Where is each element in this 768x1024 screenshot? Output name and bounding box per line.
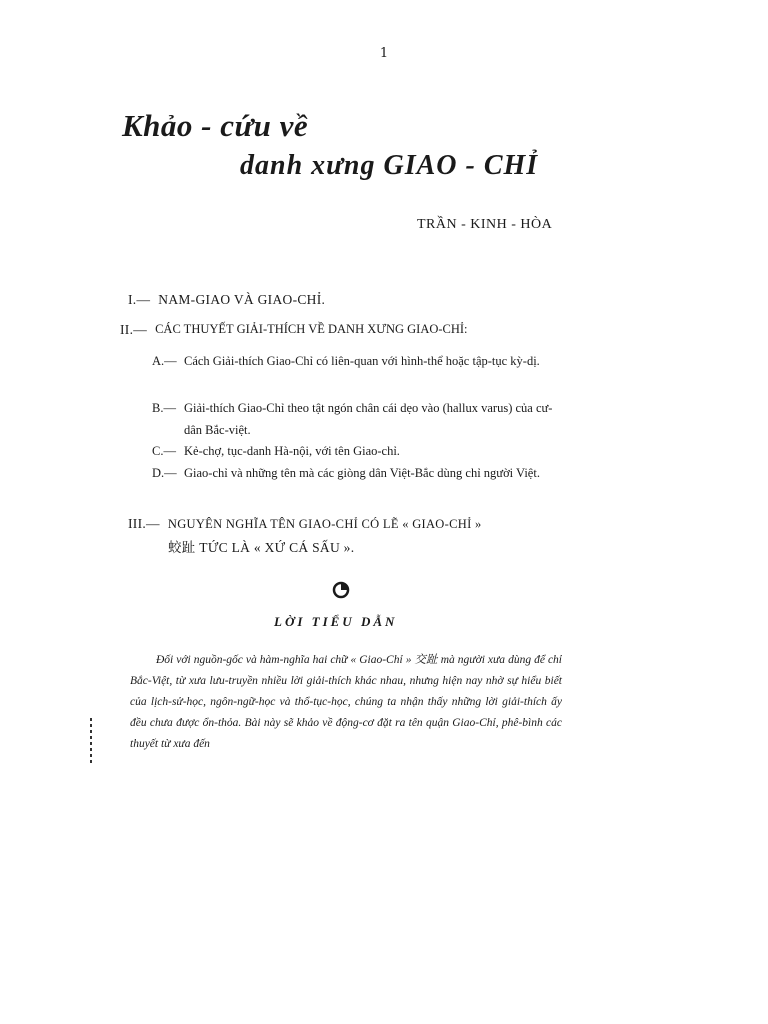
toc-section-i (128, 292, 568, 308)
toc-subsection-b-number: B.— (152, 401, 176, 415)
ornament-icon (331, 580, 351, 600)
margin-mark (90, 718, 92, 764)
toc-subsection-b-text: Giải-thích Giao-Chỉ theo tật ngón chân cái dẹo vào (hallux varus) của cư-dân Bắc-việt. (184, 401, 553, 437)
toc-section-ii-number: II.— (120, 322, 148, 337)
toc-subsection-a-text: Cách Giải-thích Giao-Chỉ có liên-quan với hình-thể hoặc tập-tục kỳ-dị. (184, 354, 540, 368)
toc-section-ii (120, 322, 570, 338)
toc-subsection-d (152, 462, 562, 484)
body-paragraph: Đối với nguồn-gốc và hàm-nghĩa hai chữ « Giao-Chỉ » 交趾 mà người xưa dùng để chỉ Bắc-Việt, từ xưa lưu-truyền nhiều lời giải-thích khác nhau, nhưng hiện nay nhờ sự hiểu biết của lịch-sử-học, ngôn-ngữ-học và thổ-tục-học, chúng ta nhận thấy những lời giải-thích ấy đều chưa được ổn-thỏa. Bài này sẽ khảo về động-cơ đặt ra tên quận Giao-Chỉ, phê-bình các thuyết từ xưa đến (130, 654, 562, 750)
toc-section-i-number: I.— (128, 292, 151, 307)
toc-subsection-c (152, 440, 562, 462)
page-title-line-1: Khảo - cứu về (122, 108, 309, 143)
toc-section-iii-line-2: 蛟趾 TỨC LÀ « XỨ CÁ SẤU ». (168, 540, 355, 555)
toc-section-iii-line-1 (128, 512, 568, 536)
toc-section-ii-text: CÁC THUYẾT GIẢI-THÍCH VỀ DANH XƯNG GIAO-CHỈ: (155, 322, 468, 336)
toc-subsection-c-number: C.— (152, 444, 176, 458)
toc-subsection-c-text: Kẻ-chợ, tục-danh Hà-nội, với tên Giao-chỉ. (184, 444, 400, 458)
page-number: 1 (379, 46, 389, 61)
toc-subsection-d-text: Giao-chỉ và những tên mà các giòng dân Việt-Bắc dùng chỉ người Việt. (184, 466, 540, 480)
toc-section-iii-number: III.— (128, 516, 160, 531)
toc-section-i-text: NAM-GIAO VÀ GIAO-CHỈ. (158, 292, 326, 307)
section-heading: LỜI TIỂU DẪN (274, 614, 398, 629)
toc-subsection-d-number: D.— (152, 466, 177, 480)
author-name: TRẦN - KINH - HÒA (417, 217, 553, 232)
toc-subsection-a-number: A.— (152, 354, 177, 368)
page-title-line-2: danh xưng GIAO - CHỈ (240, 150, 539, 181)
toc-section-iii-text-1: NGUYÊN NGHĨA TÊN GIAO-CHỈ CÓ LẼ « GIAO-CHỈ » (167, 517, 482, 531)
toc-subsection-b (152, 397, 562, 441)
toc-section-iii (128, 512, 568, 560)
toc-subsection-a (152, 350, 562, 372)
